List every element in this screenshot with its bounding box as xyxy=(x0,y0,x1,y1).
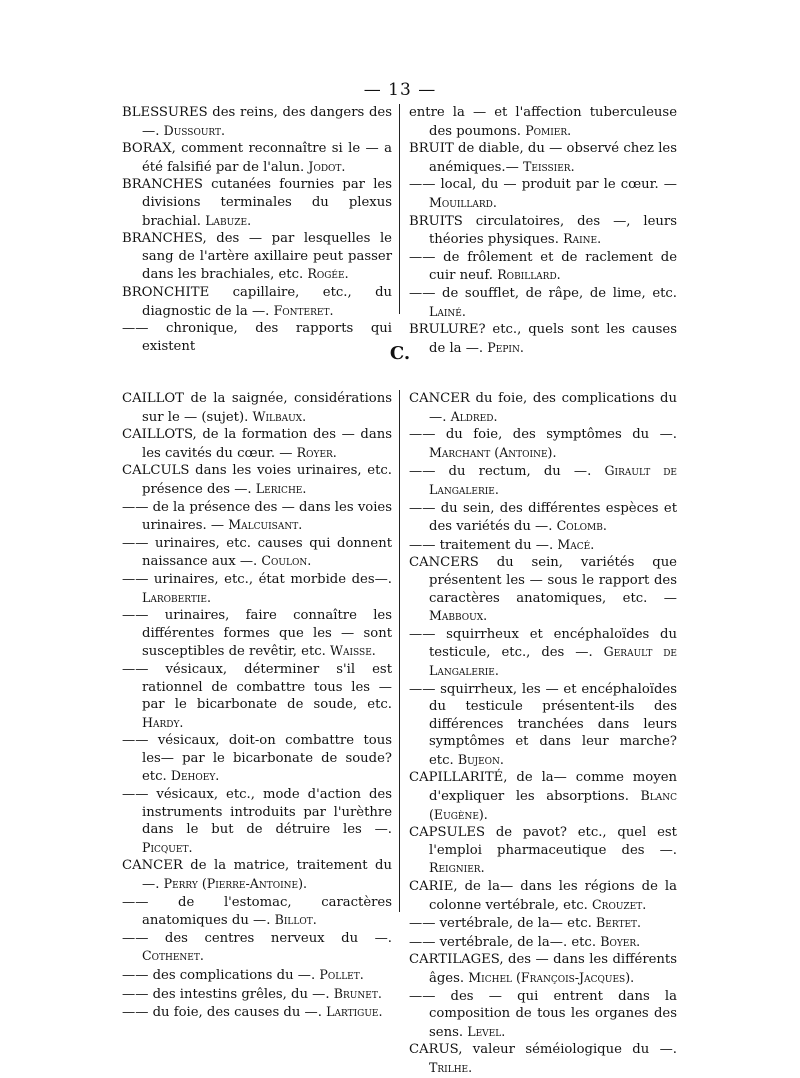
entry-text: , de la— comme moyen d'expliquer les absorptions. xyxy=(429,770,677,805)
entry-author: Hardy. xyxy=(142,714,184,730)
entry-author: Blanc (Eugène). xyxy=(429,788,677,822)
entry-author: Crouzet. xyxy=(592,896,647,912)
entry-heading: —— xyxy=(409,934,436,950)
index-entry xyxy=(122,499,392,535)
entry-author: Boyer. xyxy=(600,933,641,949)
entry-heading: CARTILAGES xyxy=(409,952,500,968)
entry-author: Rogée. xyxy=(307,266,349,282)
entry-text: ? etc., quels sont les causes de la —. xyxy=(429,322,677,356)
entry-heading: BRUITS xyxy=(409,213,463,229)
entry-author: Pollet. xyxy=(319,967,364,982)
entry-heading: BRANCHES xyxy=(122,231,203,247)
column-divider-top xyxy=(399,104,400,314)
entry-author: Level. xyxy=(467,1023,506,1039)
entry-text: de soufflet, de râpe, de lime, etc. xyxy=(435,285,677,301)
entry-text: urinaires, etc. causes qui donnent naissance aux —. xyxy=(142,535,392,570)
entry-heading: —— xyxy=(409,464,436,480)
entry-heading: —— xyxy=(122,894,149,910)
entry-author: Trilhe. xyxy=(429,1059,473,1075)
index-entry xyxy=(409,390,677,426)
top-left-column xyxy=(122,104,392,355)
index-entry xyxy=(409,500,677,536)
entry-text: de diable, du — observé chez les anémiques.— xyxy=(429,141,677,175)
entry-text: entre la — et l'affection tuberculeuse des poumons. xyxy=(409,105,677,139)
entry-author: Lartigue. xyxy=(326,1004,383,1020)
entry-text: du foie, des symptômes du —. xyxy=(435,427,677,443)
entry-text: vésicaux, etc., mode d'action des instruments introduits par l'urèthre dans le but de détruire les —. xyxy=(142,787,392,838)
page-number: — 13 — xyxy=(363,80,437,100)
entry-heading: —— xyxy=(122,930,149,946)
entry-text: des intestins grêles, du —. xyxy=(148,986,330,1002)
index-entry xyxy=(122,230,392,284)
entry-heading: BLESSURES xyxy=(122,105,208,120)
entry-heading: CARIE xyxy=(409,879,454,895)
entry-text: , comment reconnaître si le — a été falsifié par de l'alun. xyxy=(142,141,392,175)
index-entry xyxy=(122,1003,392,1022)
index-entry xyxy=(122,966,392,985)
entry-text: vésicaux, doit-on combattre tous les— par le bicarbonate de soude? etc. xyxy=(142,733,392,785)
entry-heading: —— xyxy=(409,681,436,697)
entry-text: , de la formation des — dans les cavités du cœur. — xyxy=(142,427,392,461)
index-entry xyxy=(122,140,392,176)
entry-text: squirrheux et encéphaloïdes du testicule, etc., des —. xyxy=(429,626,677,661)
bottom-left-column xyxy=(122,390,392,1022)
index-entry xyxy=(409,140,677,176)
entry-heading: BRULURE xyxy=(409,322,479,338)
index-entry xyxy=(409,681,677,770)
bottom-right-column xyxy=(409,390,677,1078)
index-entry xyxy=(122,571,392,607)
entry-author: Bujeon. xyxy=(457,751,504,767)
entry-author: Larobertie. xyxy=(142,589,211,605)
entry-author: Gerault de Langalerie. xyxy=(429,644,677,678)
entry-heading: BORAX xyxy=(122,141,172,157)
index-entry xyxy=(409,914,677,933)
entry-text: de la matrice, traitement du —. xyxy=(142,858,392,893)
entry-text: du foie, des causes du —. xyxy=(148,1005,322,1021)
entry-heading: —— xyxy=(409,626,436,642)
entry-author: Malcuisant. xyxy=(228,517,303,533)
index-entry xyxy=(409,1041,677,1077)
entry-text: dans les voies urinaires, etc. présence des —. xyxy=(142,463,392,497)
entry-author: Pepin. xyxy=(487,339,524,355)
index-entry xyxy=(122,985,392,1004)
entry-heading: —— xyxy=(122,1005,149,1021)
entry-text: cutanées fournies par les divisions terminales du plexus brachial. xyxy=(142,177,392,229)
entry-text: urinaires, etc., état morbide des—. xyxy=(148,571,392,587)
entry-author: Girault de Langalerie. xyxy=(429,463,677,497)
entry-author: Mabboux. xyxy=(429,608,488,624)
entry-text: circulatoires, des —, leurs théories physiques. xyxy=(429,213,677,248)
top-right-column xyxy=(409,104,677,357)
index-entry xyxy=(409,951,677,987)
entry-heading: —— xyxy=(122,986,149,1002)
index-entry xyxy=(409,824,677,878)
entry-heading: —— xyxy=(122,571,149,587)
entry-author: Picquet. xyxy=(142,839,193,855)
entry-text: vertébrale, de la—. etc. xyxy=(435,934,597,950)
index-entry xyxy=(122,426,392,462)
entry-author: Reignier. xyxy=(429,860,485,876)
entry-author: Cothenet. xyxy=(142,948,204,964)
entry-text: des — qui entrent dans la composition de tous les organes des sens. xyxy=(429,988,677,1040)
entry-text: traitement du —. xyxy=(435,537,554,553)
entry-author: Waisse. xyxy=(330,643,376,659)
entry-author: Teissier. xyxy=(522,158,575,174)
index-entry xyxy=(409,554,677,625)
entry-author: Dehoey. xyxy=(170,768,220,784)
index-entry xyxy=(122,390,392,426)
entry-text: des centres nerveux du —. xyxy=(148,930,392,946)
entry-heading: —— xyxy=(409,916,436,932)
entry-text: chronique, des rapports qui existent xyxy=(142,321,392,354)
index-entry xyxy=(122,176,392,230)
entry-text: vertébrale, de la— etc. xyxy=(435,916,592,932)
entry-text: du foie, des complications du —. xyxy=(429,391,677,425)
entry-text: , des — dans les différents âges. xyxy=(429,952,677,986)
entry-author: Royer. xyxy=(296,444,337,460)
entry-text: de l'estomac, caractères anatomiques du —. xyxy=(142,894,392,929)
index-entry xyxy=(409,988,677,1042)
index-entry xyxy=(409,933,677,952)
entry-text: local, du — produit par le cœur. — xyxy=(435,177,677,193)
index-entry xyxy=(122,930,392,966)
entry-text: vésicaux, déterminer s'il est rationnel de combattre tous les — par le bicarbonate de soude, etc. xyxy=(142,661,392,713)
index-entry xyxy=(409,213,677,249)
column-divider-bottom xyxy=(399,390,400,912)
entry-heading: BRONCHITE xyxy=(122,284,210,300)
entry-heading: BRUIT xyxy=(409,141,454,157)
entry-heading: —— xyxy=(409,249,436,265)
index-entry xyxy=(409,536,677,555)
index-entry xyxy=(122,661,392,732)
entry-text: de frôlement et de raclement de cuir neuf. xyxy=(429,249,677,284)
entry-author: Robillard. xyxy=(497,267,561,283)
index-entry xyxy=(409,176,677,212)
entry-author: Coulon. xyxy=(261,553,312,569)
entry-author: Lainé. xyxy=(429,303,466,319)
index-entry xyxy=(122,732,392,786)
entry-heading: —— xyxy=(409,537,436,553)
entry-heading: CAILLOTS xyxy=(122,427,193,443)
entry-heading: CAPILLARITÉ xyxy=(409,770,504,786)
index-entry xyxy=(122,894,392,930)
entry-author: Billot. xyxy=(274,912,317,928)
entry-author: Raine. xyxy=(563,231,602,247)
entry-heading: —— xyxy=(409,285,436,301)
entry-author: Aldred. xyxy=(450,408,498,424)
entry-heading: —— xyxy=(409,177,436,193)
entry-author: Perry (Pierre-Antoine). xyxy=(163,876,308,892)
entry-author: Wilbaux. xyxy=(252,408,307,424)
index-entry xyxy=(122,786,392,857)
entry-heading: —— xyxy=(122,661,149,677)
index-entry xyxy=(122,607,392,661)
entry-text: des reins, des dangers des —. xyxy=(142,105,392,139)
entry-heading: CANCERS xyxy=(409,555,479,571)
entry-text: , valeur séméiologique du —. xyxy=(458,1042,677,1058)
entry-text: , de la— dans les régions de la colonne vertébrale, etc. xyxy=(429,879,677,913)
entry-text: de la saignée, considérations sur le — (sujet). xyxy=(142,391,392,425)
entry-heading: CAILLOT xyxy=(122,391,184,406)
section-heading-c: C. xyxy=(389,343,411,364)
entry-author: Leriche. xyxy=(255,480,307,496)
index-entry xyxy=(122,535,392,571)
entry-heading: —— xyxy=(409,427,436,443)
entry-author: Mouillard. xyxy=(429,194,497,210)
entry-heading: CALCULS xyxy=(122,463,190,479)
entry-heading: BRANCHES xyxy=(122,177,203,193)
index-entry xyxy=(122,284,392,320)
entry-author: Macé. xyxy=(557,536,595,552)
index-entry xyxy=(409,426,677,462)
index-entry xyxy=(409,462,677,499)
entry-heading: CANCER xyxy=(409,391,470,406)
entry-author: Brunet. xyxy=(333,985,382,1001)
entry-author: Bertet. xyxy=(596,915,642,931)
entry-text: de pavot? etc., quel est l'emploi pharmaceutique des —. xyxy=(429,825,677,858)
entry-heading: —— xyxy=(122,968,149,983)
index-entry xyxy=(409,104,677,140)
entry-heading: —— xyxy=(122,321,149,337)
index-entry xyxy=(122,462,392,498)
entry-heading: —— xyxy=(409,988,436,1004)
entry-author: Michel (François-Jacques). xyxy=(468,970,635,985)
entry-text: squirrheux, les — et encéphaloïdes du testicule présentent-ils des différences tranchées dans leurs symptômes et dans leur marche? etc. xyxy=(429,681,677,768)
index-entry xyxy=(409,878,677,914)
entry-text: , des — par lesquelles le sang de l'artère axillaire peut passer dans les brachiales, etc. xyxy=(142,231,392,283)
index-entry xyxy=(122,104,392,140)
entry-heading: CAPSULES xyxy=(409,825,486,841)
entry-heading: —— xyxy=(122,535,149,551)
entry-heading: CARUS xyxy=(409,1042,459,1058)
entry-author: Fonteret. xyxy=(273,302,334,318)
index-entry xyxy=(409,285,677,321)
entry-heading: CANCER xyxy=(122,858,183,874)
entry-author: Labuze. xyxy=(205,212,252,228)
entry-heading: —— xyxy=(122,608,149,624)
entry-author: Colomb. xyxy=(556,518,607,534)
entry-text: des complications du —. xyxy=(148,968,316,983)
index-entry xyxy=(122,857,392,893)
entry-author: Dussourt. xyxy=(163,122,226,138)
entry-text: du rectum, du —. xyxy=(435,464,592,480)
index-entry xyxy=(409,249,677,285)
entry-author: Pomier. xyxy=(525,122,572,138)
entry-text: du sein, variétés que présentent les — sous le rapport des caractères anatomiques, etc. — xyxy=(429,555,677,606)
entry-heading: —— xyxy=(409,500,436,516)
entry-text: du sein, des différentes espèces et des variétés du —. xyxy=(429,500,677,535)
entry-heading: —— xyxy=(122,499,149,515)
entry-heading: —— xyxy=(122,787,149,803)
entry-author: Jodot. xyxy=(308,158,346,174)
entry-heading: —— xyxy=(122,733,149,749)
entry-text: urinaires, faire connaître les différentes formes que les — sont susceptibles de revêtir, etc. xyxy=(142,608,392,660)
index-entry xyxy=(409,769,677,824)
index-entry xyxy=(409,626,677,681)
entry-text: de la présence des — dans les voies urinaires. — xyxy=(142,499,392,534)
entry-author: Marchant (Antoine). xyxy=(429,444,557,460)
entry-text: capillaire, etc., du diagnostic de la —. xyxy=(142,284,392,319)
